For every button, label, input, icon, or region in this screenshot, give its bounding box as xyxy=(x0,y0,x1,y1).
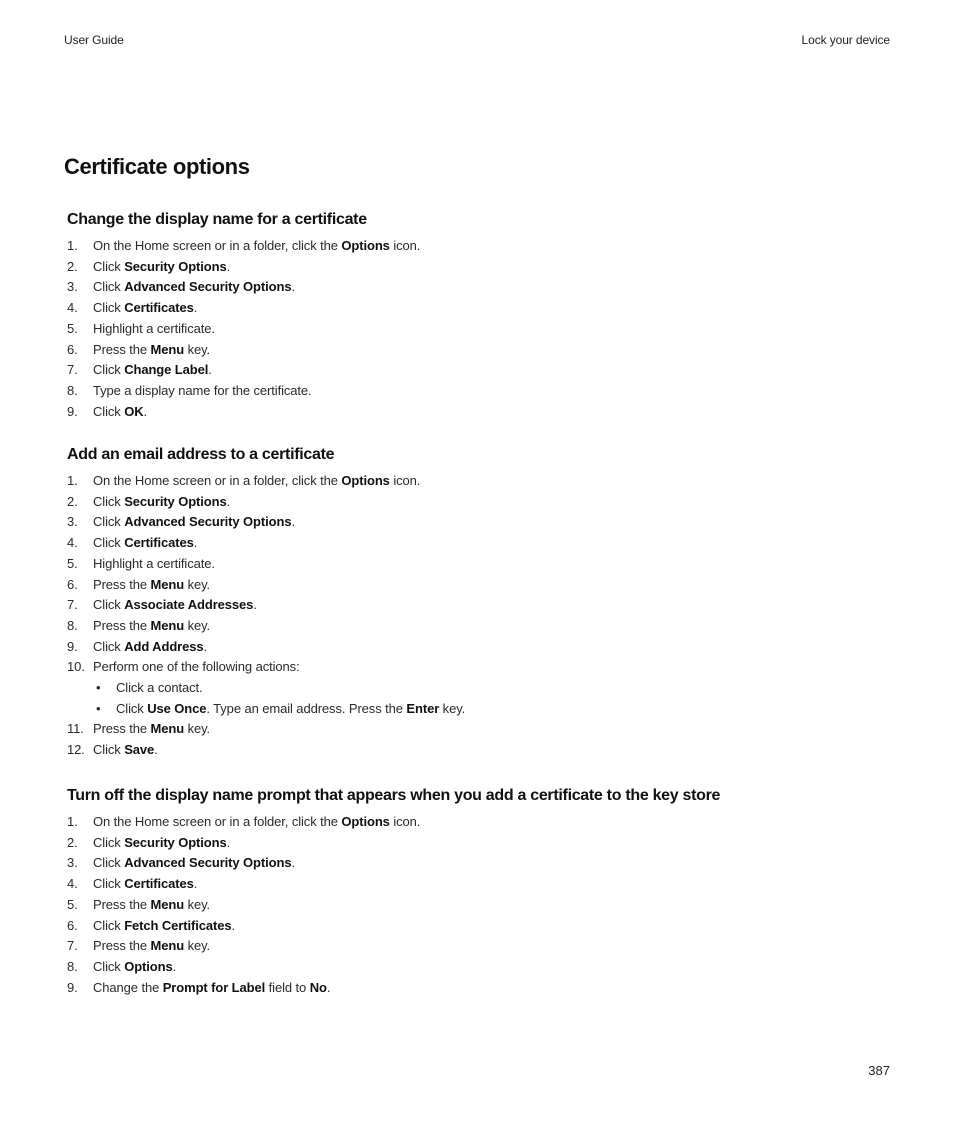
ui-term: Menu xyxy=(150,938,185,954)
sub-list xyxy=(93,678,907,719)
sub-list-container xyxy=(67,678,907,719)
step-text: . xyxy=(226,493,231,509)
step-text: Click xyxy=(93,638,125,654)
step-item xyxy=(67,657,907,678)
step-number: 9. xyxy=(67,403,78,419)
step-number: 8. xyxy=(67,382,78,398)
section-heading: Turn off the display name prompt that appears when you add a certificate to the key store xyxy=(67,787,721,804)
step-item xyxy=(67,978,907,999)
step-number: 3. xyxy=(67,279,78,295)
ui-term: Advanced Security Options xyxy=(124,279,292,295)
step-text: Click xyxy=(93,834,125,850)
step-number: 7. xyxy=(67,362,78,378)
section-heading: Add an email address to a certificate xyxy=(67,446,335,463)
step-text: icon. xyxy=(389,473,421,488)
step-text: . xyxy=(154,742,158,758)
ui-term: Options xyxy=(341,238,390,253)
step-text: key. xyxy=(184,576,211,592)
running-header-left: User Guide xyxy=(64,33,124,47)
step-text: Press the xyxy=(93,938,151,954)
step-text: Click xyxy=(93,258,125,274)
step-number: 4. xyxy=(67,300,78,316)
step-text: Click xyxy=(93,917,125,933)
ui-term: Associate Addresses xyxy=(124,597,254,613)
step-number: 6. xyxy=(67,341,78,357)
ui-term: Options xyxy=(124,958,173,974)
step-text: Press the xyxy=(93,896,151,912)
ui-term: No xyxy=(309,979,327,995)
ui-term: Change Label xyxy=(124,362,209,378)
step-text: . xyxy=(253,597,257,613)
step-item xyxy=(67,381,907,402)
ui-term: Security Options xyxy=(124,834,227,850)
step-item xyxy=(67,812,907,833)
step-text: . xyxy=(226,258,231,274)
step-text: . xyxy=(231,917,235,933)
sub-list-item xyxy=(93,678,907,699)
running-header-right: Lock your device xyxy=(801,33,890,47)
step-item xyxy=(67,257,907,278)
step-text: Press the xyxy=(93,721,151,737)
step-item xyxy=(67,360,907,381)
step-text: Press the xyxy=(93,576,151,592)
step-number: 9. xyxy=(67,638,78,654)
step-item xyxy=(67,895,907,916)
ui-term: Certificates xyxy=(124,876,194,892)
step-text: . xyxy=(326,979,331,995)
ui-term: Options xyxy=(341,814,390,829)
ui-term: Add Address xyxy=(124,638,204,654)
step-item xyxy=(67,595,907,616)
step-number: 6. xyxy=(67,917,78,933)
section-heading: Change the display name for a certificate xyxy=(67,211,367,228)
step-text: . xyxy=(172,958,177,974)
step-text: Click xyxy=(93,855,125,871)
step-item xyxy=(67,637,907,658)
step-text: Click xyxy=(93,279,125,295)
step-list xyxy=(67,236,907,422)
step-text: key. xyxy=(184,617,211,633)
step-text: Click xyxy=(93,403,125,419)
step-item xyxy=(67,298,907,319)
section-change-display-name xyxy=(67,209,907,422)
step-item xyxy=(67,533,907,554)
step-item xyxy=(67,492,907,513)
step-item xyxy=(67,616,907,637)
step-number: 5. xyxy=(67,555,78,571)
step-number: 10. xyxy=(67,659,85,675)
step-text: Change the xyxy=(93,979,163,995)
page-number: 387 xyxy=(868,1063,890,1078)
step-text: Press the xyxy=(93,341,151,357)
step-list xyxy=(67,471,907,761)
step-number: 11. xyxy=(67,721,84,737)
step-text: key. xyxy=(184,938,211,954)
step-text: Click xyxy=(93,493,125,509)
step-text: . xyxy=(226,834,231,850)
step-item xyxy=(67,916,907,937)
step-item xyxy=(67,340,907,361)
step-text: Click xyxy=(93,742,125,758)
step-text: . xyxy=(291,855,295,871)
step-item xyxy=(67,740,907,761)
step-text: . xyxy=(193,535,198,551)
step-text: Click xyxy=(93,362,125,378)
ui-term: Options xyxy=(341,473,390,488)
step-number: 1. xyxy=(67,238,78,253)
ui-term: Menu xyxy=(150,896,185,912)
step-text: Click xyxy=(93,535,125,551)
step-number: 9. xyxy=(67,979,78,995)
step-number: 7. xyxy=(67,597,78,613)
ui-term: Menu xyxy=(150,721,185,737)
ui-term: Security Options xyxy=(124,258,227,274)
sub-list-item xyxy=(93,699,907,720)
step-text: Type a display name for the certificate. xyxy=(93,382,312,398)
step-text: Click xyxy=(93,514,125,530)
step-number: 4. xyxy=(67,535,78,551)
bullet-icon: • xyxy=(96,680,101,696)
step-number: 1. xyxy=(67,473,78,488)
step-number: 2. xyxy=(67,258,78,274)
ui-term: Enter xyxy=(406,700,440,716)
step-item xyxy=(67,402,907,423)
step-item xyxy=(67,575,907,596)
step-number: 8. xyxy=(67,958,78,974)
step-number: 4. xyxy=(67,876,78,892)
step-text: key. xyxy=(439,700,466,716)
step-number: 2. xyxy=(67,834,78,850)
section-add-email-address xyxy=(67,444,907,761)
ui-term: Certificates xyxy=(124,300,194,316)
step-item xyxy=(67,719,907,740)
step-text: . xyxy=(208,362,212,378)
step-item xyxy=(67,874,907,895)
ui-term: Fetch Certificates xyxy=(124,917,232,933)
step-text: On the Home screen or in a folder, click the xyxy=(93,473,342,488)
step-text: Click xyxy=(93,958,125,974)
step-text: field to xyxy=(265,979,310,995)
ui-term: Security Options xyxy=(124,493,227,509)
step-number: 3. xyxy=(67,855,78,871)
step-item xyxy=(67,853,907,874)
ui-term: Menu xyxy=(150,576,185,592)
step-item xyxy=(67,554,907,575)
step-text: Click a contact. xyxy=(116,680,203,696)
step-number: 5. xyxy=(67,896,78,912)
step-number: 1. xyxy=(67,814,78,829)
bullet-icon: • xyxy=(96,700,101,716)
step-text: key. xyxy=(184,341,211,357)
step-item xyxy=(67,277,907,298)
step-item xyxy=(67,512,907,533)
step-text: . xyxy=(193,300,198,316)
step-item xyxy=(67,236,907,257)
step-text: key. xyxy=(184,896,211,912)
step-text: Perform one of the following actions: xyxy=(93,659,300,675)
ui-term: Save xyxy=(124,742,155,758)
step-number: 2. xyxy=(67,493,78,509)
step-text: Click xyxy=(93,300,125,316)
step-number: 5. xyxy=(67,320,78,336)
step-text: Press the xyxy=(93,617,151,633)
step-number: 8. xyxy=(67,617,78,633)
section-turn-off-prompt xyxy=(67,785,907,998)
step-text: Click xyxy=(93,876,125,892)
ui-term: Prompt for Label xyxy=(162,979,266,995)
page-title: Certificate options xyxy=(64,154,250,179)
step-text: Highlight a certificate. xyxy=(93,555,215,571)
step-item xyxy=(67,957,907,978)
step-text: . xyxy=(193,876,198,892)
ui-term: Use Once xyxy=(147,700,207,716)
step-text: Click xyxy=(93,597,125,613)
step-list xyxy=(67,812,907,998)
ui-term: OK xyxy=(124,403,144,419)
step-number: 6. xyxy=(67,576,78,592)
step-text: . xyxy=(291,514,295,530)
step-item xyxy=(67,833,907,854)
step-text: Click xyxy=(116,700,148,716)
step-text: Highlight a certificate. xyxy=(93,320,215,336)
step-number: 12. xyxy=(67,742,85,758)
ui-term: Certificates xyxy=(124,535,194,551)
step-text: . xyxy=(143,403,148,419)
ui-term: Advanced Security Options xyxy=(124,514,292,530)
step-text: key. xyxy=(184,721,211,737)
step-text: . Type an email address. Press the xyxy=(206,700,407,716)
step-text: On the Home screen or in a folder, click the xyxy=(93,238,342,253)
step-item xyxy=(67,471,907,492)
step-item xyxy=(67,319,907,340)
step-item xyxy=(67,936,907,957)
step-number: 3. xyxy=(67,514,78,530)
step-text: On the Home screen or in a folder, click the xyxy=(93,814,342,829)
ui-term: Menu xyxy=(150,341,185,357)
ui-term: Advanced Security Options xyxy=(124,855,292,871)
step-text: icon. xyxy=(389,238,421,253)
step-text: . xyxy=(291,279,295,295)
ui-term: Menu xyxy=(150,617,185,633)
step-number: 7. xyxy=(67,938,78,954)
step-text: . xyxy=(203,638,208,654)
step-text: icon. xyxy=(389,814,421,829)
